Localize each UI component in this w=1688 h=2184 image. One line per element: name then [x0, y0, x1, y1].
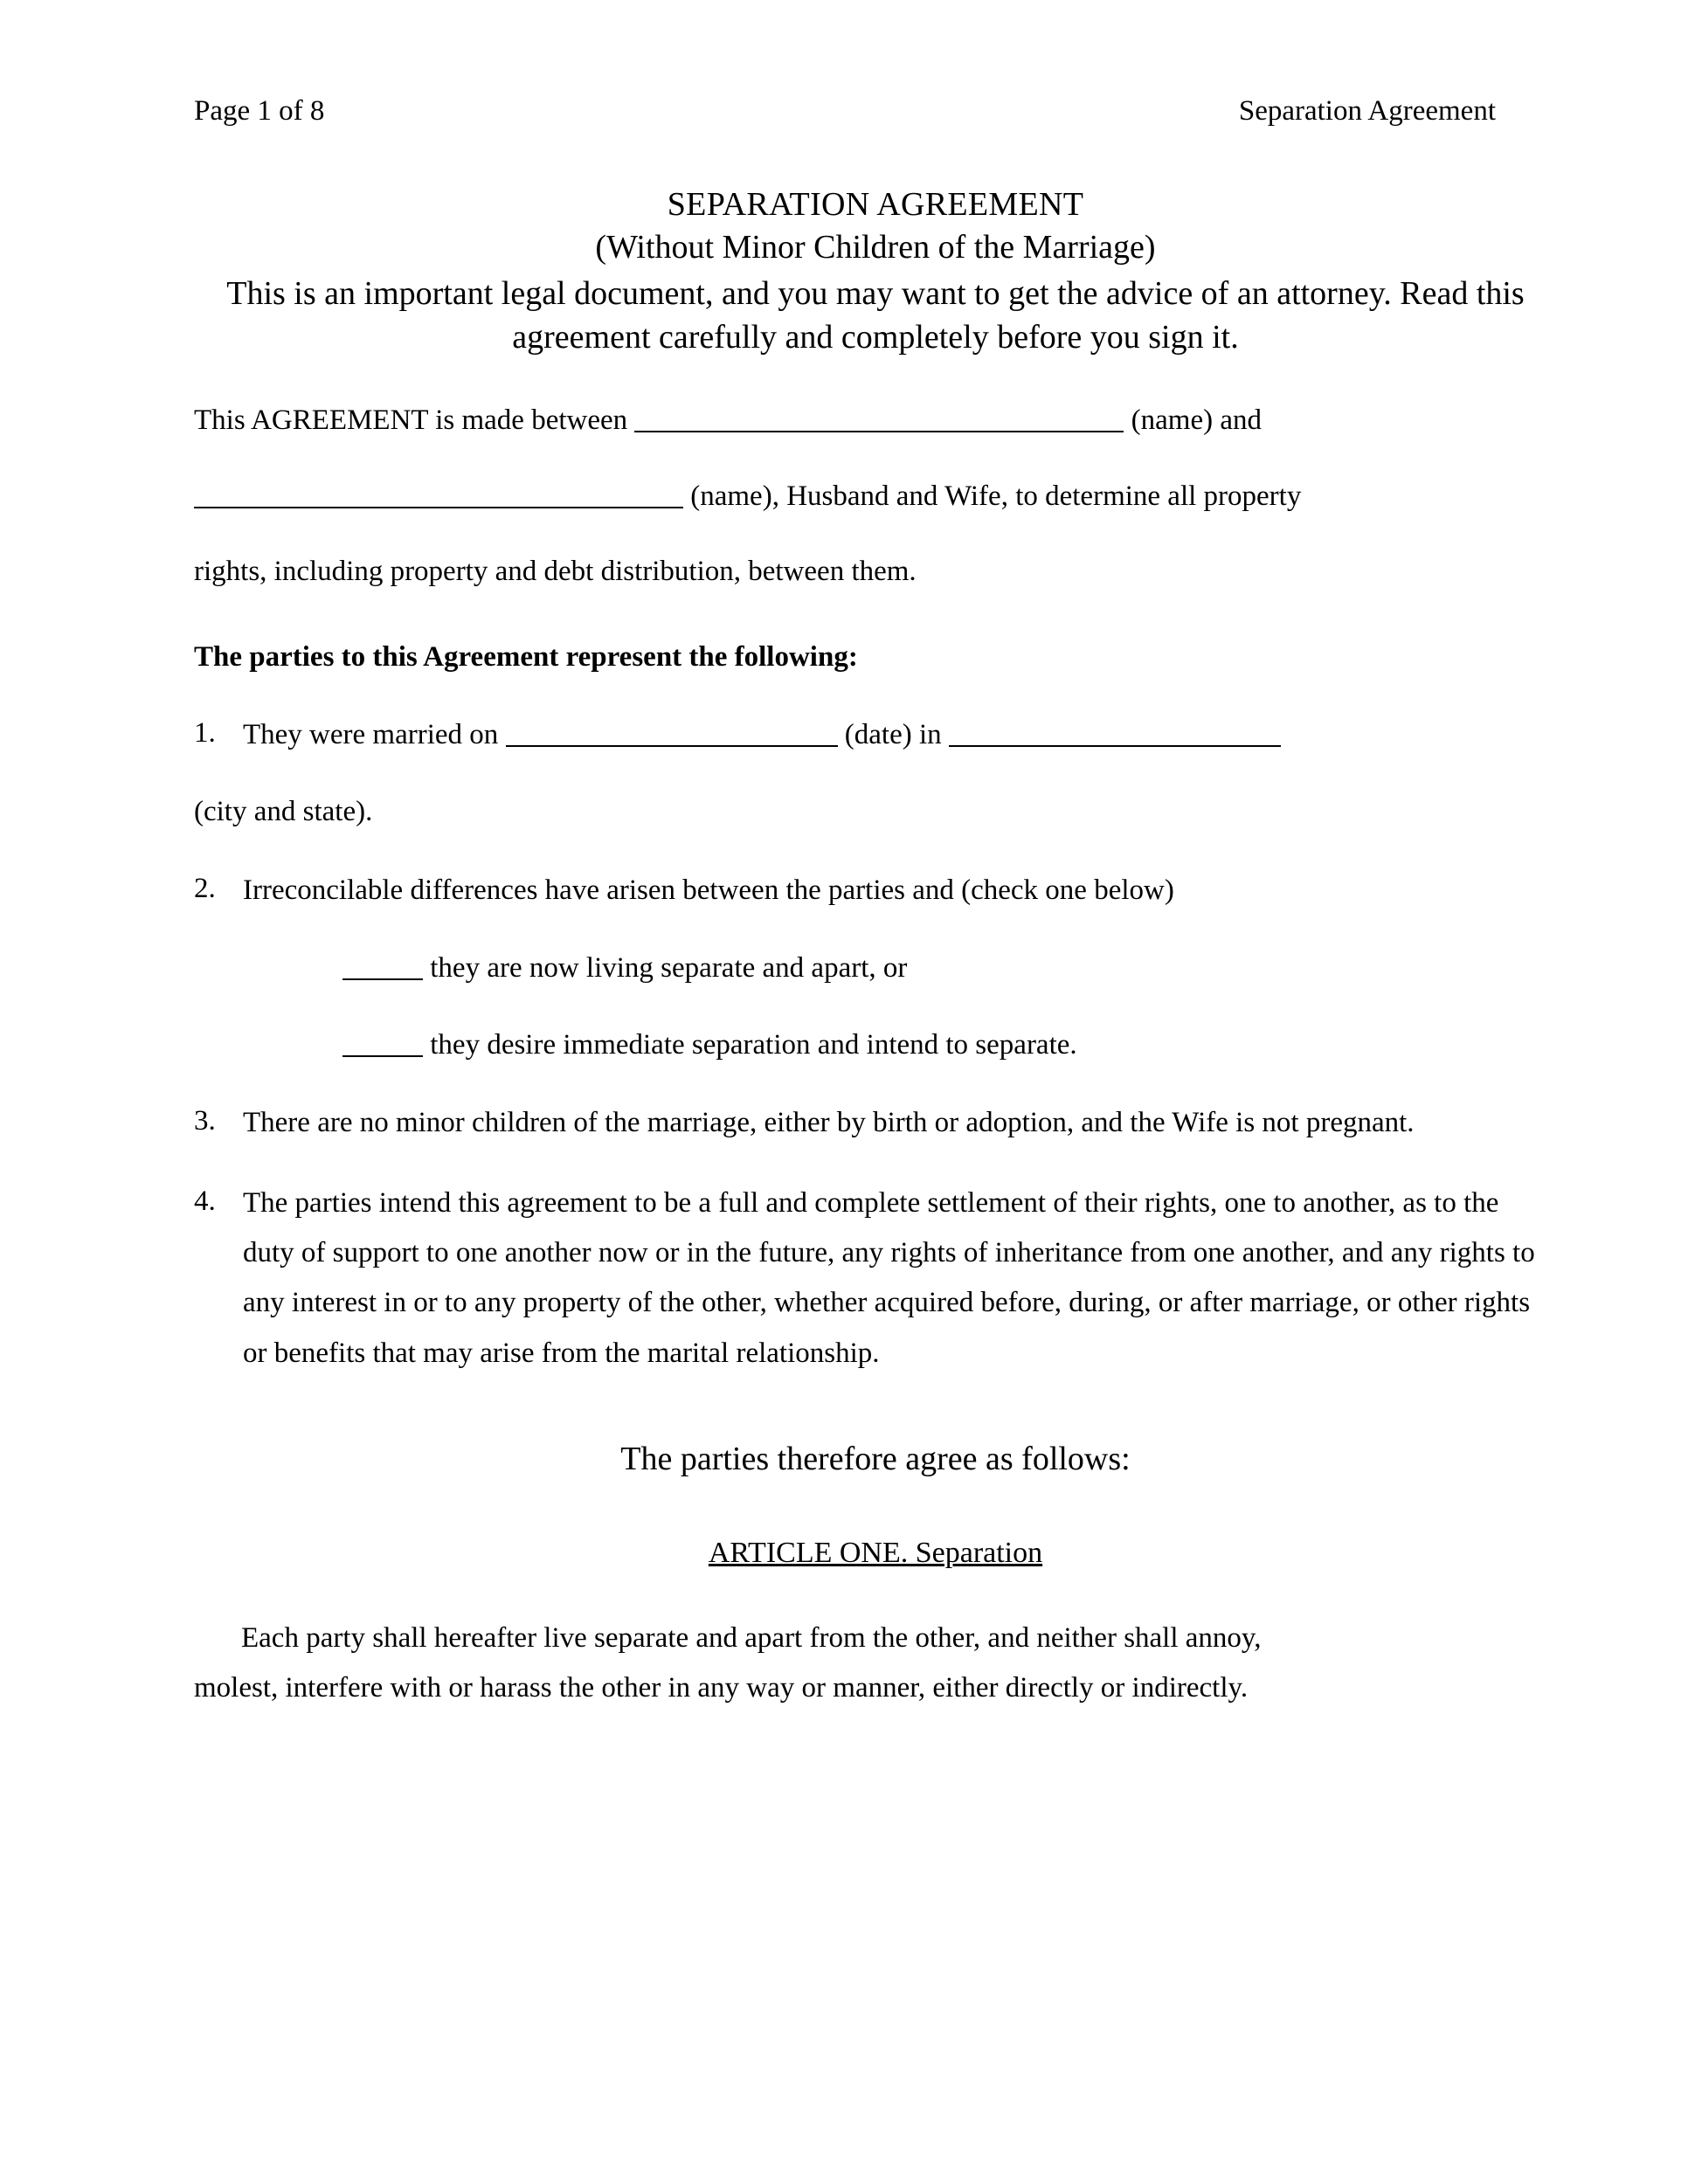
list-item-2-text: Irreconcilable differences have arisen between the parties and (check one below) [243, 874, 1174, 906]
list-item-4 [194, 1178, 1557, 1379]
intro-text-2: (name) and [1131, 404, 1262, 437]
checkbox-option-1[interactable] [342, 945, 1557, 992]
item1-continuation: (city and state). [194, 796, 373, 828]
list-item-2 [194, 866, 1557, 916]
article-one-line2: molest, interfere with or harass the other in any way or manner, either directly or indirectly. [194, 1672, 1249, 1704]
check-blank-2[interactable] [342, 1055, 423, 1057]
list-item-2-number: 2. [194, 872, 216, 904]
document-subtitle: (Without Minor Children of the Marriage) [595, 228, 1156, 266]
article-one-line1: Each party shall hereafter live separate and apart from the other, and neither shall annoy, [241, 1621, 1262, 1654]
numbered-list [194, 710, 1557, 1379]
item1-text-b: (date) in [844, 718, 942, 750]
marriage-date-blank[interactable] [506, 745, 838, 747]
page-header [194, 94, 1557, 129]
marriage-place-blank[interactable] [949, 745, 1281, 747]
list-item-4-number: 4. [194, 1185, 216, 1217]
article-one-title: ARTICLE ONE. Separation [708, 1536, 1043, 1569]
list-item-3 [194, 1098, 1557, 1148]
document-title: SEPARATION AGREEMENT [667, 185, 1084, 223]
intro-paragraph-line1 [194, 397, 1557, 444]
intro-text-3: (name), Husband and Wife, to determine all property [690, 480, 1302, 512]
represent-heading: The parties to this Agreement represent the following: [194, 640, 858, 673]
document-body [194, 397, 1557, 1713]
list-item-1-number: 1. [194, 716, 216, 749]
name-blank-2[interactable] [194, 507, 683, 508]
list-item-3-number: 3. [194, 1105, 216, 1137]
document-notice: This is an important legal document, and you may want to get the advice of an attorney. Read this agreement carefully and completely before you sign it. [226, 275, 1525, 356]
intro-paragraph-line3: rights, including property and debt distribution, between them. [194, 556, 917, 588]
list-item-1 [194, 710, 1557, 760]
page-number-label: Page 1 of 8 [194, 95, 325, 127]
check-blank-1[interactable] [342, 978, 423, 980]
intro-text-1: This AGREEMENT is made between [194, 404, 628, 437]
document-title-header: Separation Agreement [1238, 95, 1496, 127]
article-one-heading [194, 1529, 1557, 1577]
item1-text-a: They were married on [243, 718, 499, 750]
check-option-2-label: they desire immediate separation and intend to separate. [430, 1028, 1077, 1061]
list-item-4-text: The parties intend this agreement to be a full and complete settlement of their rights, one to another, as to the duty of support to one another now or in the future, any rights of inheritance from one another, and any rights to any interest in or to any property of the other, whether acquired before, during, or after marriage, or other rights or benefits that may arise from the marital relationship. [243, 1186, 1535, 1369]
title-block [194, 183, 1557, 360]
intro-paragraph-line2 [194, 473, 1557, 520]
list-item-3-text: There are no minor children of the marriage, either by birth or adoption, and the Wife is not pregnant. [243, 1107, 1415, 1139]
check-option-1-label: they are now living separate and apart, or [430, 952, 908, 985]
name-blank-1[interactable] [634, 431, 1124, 432]
article-one-body [194, 1614, 1557, 1714]
checkbox-option-2[interactable] [342, 1022, 1557, 1068]
agree-statement: The parties therefore agree as follows: [620, 1441, 1131, 1478]
list-item-1-text [243, 710, 1557, 760]
